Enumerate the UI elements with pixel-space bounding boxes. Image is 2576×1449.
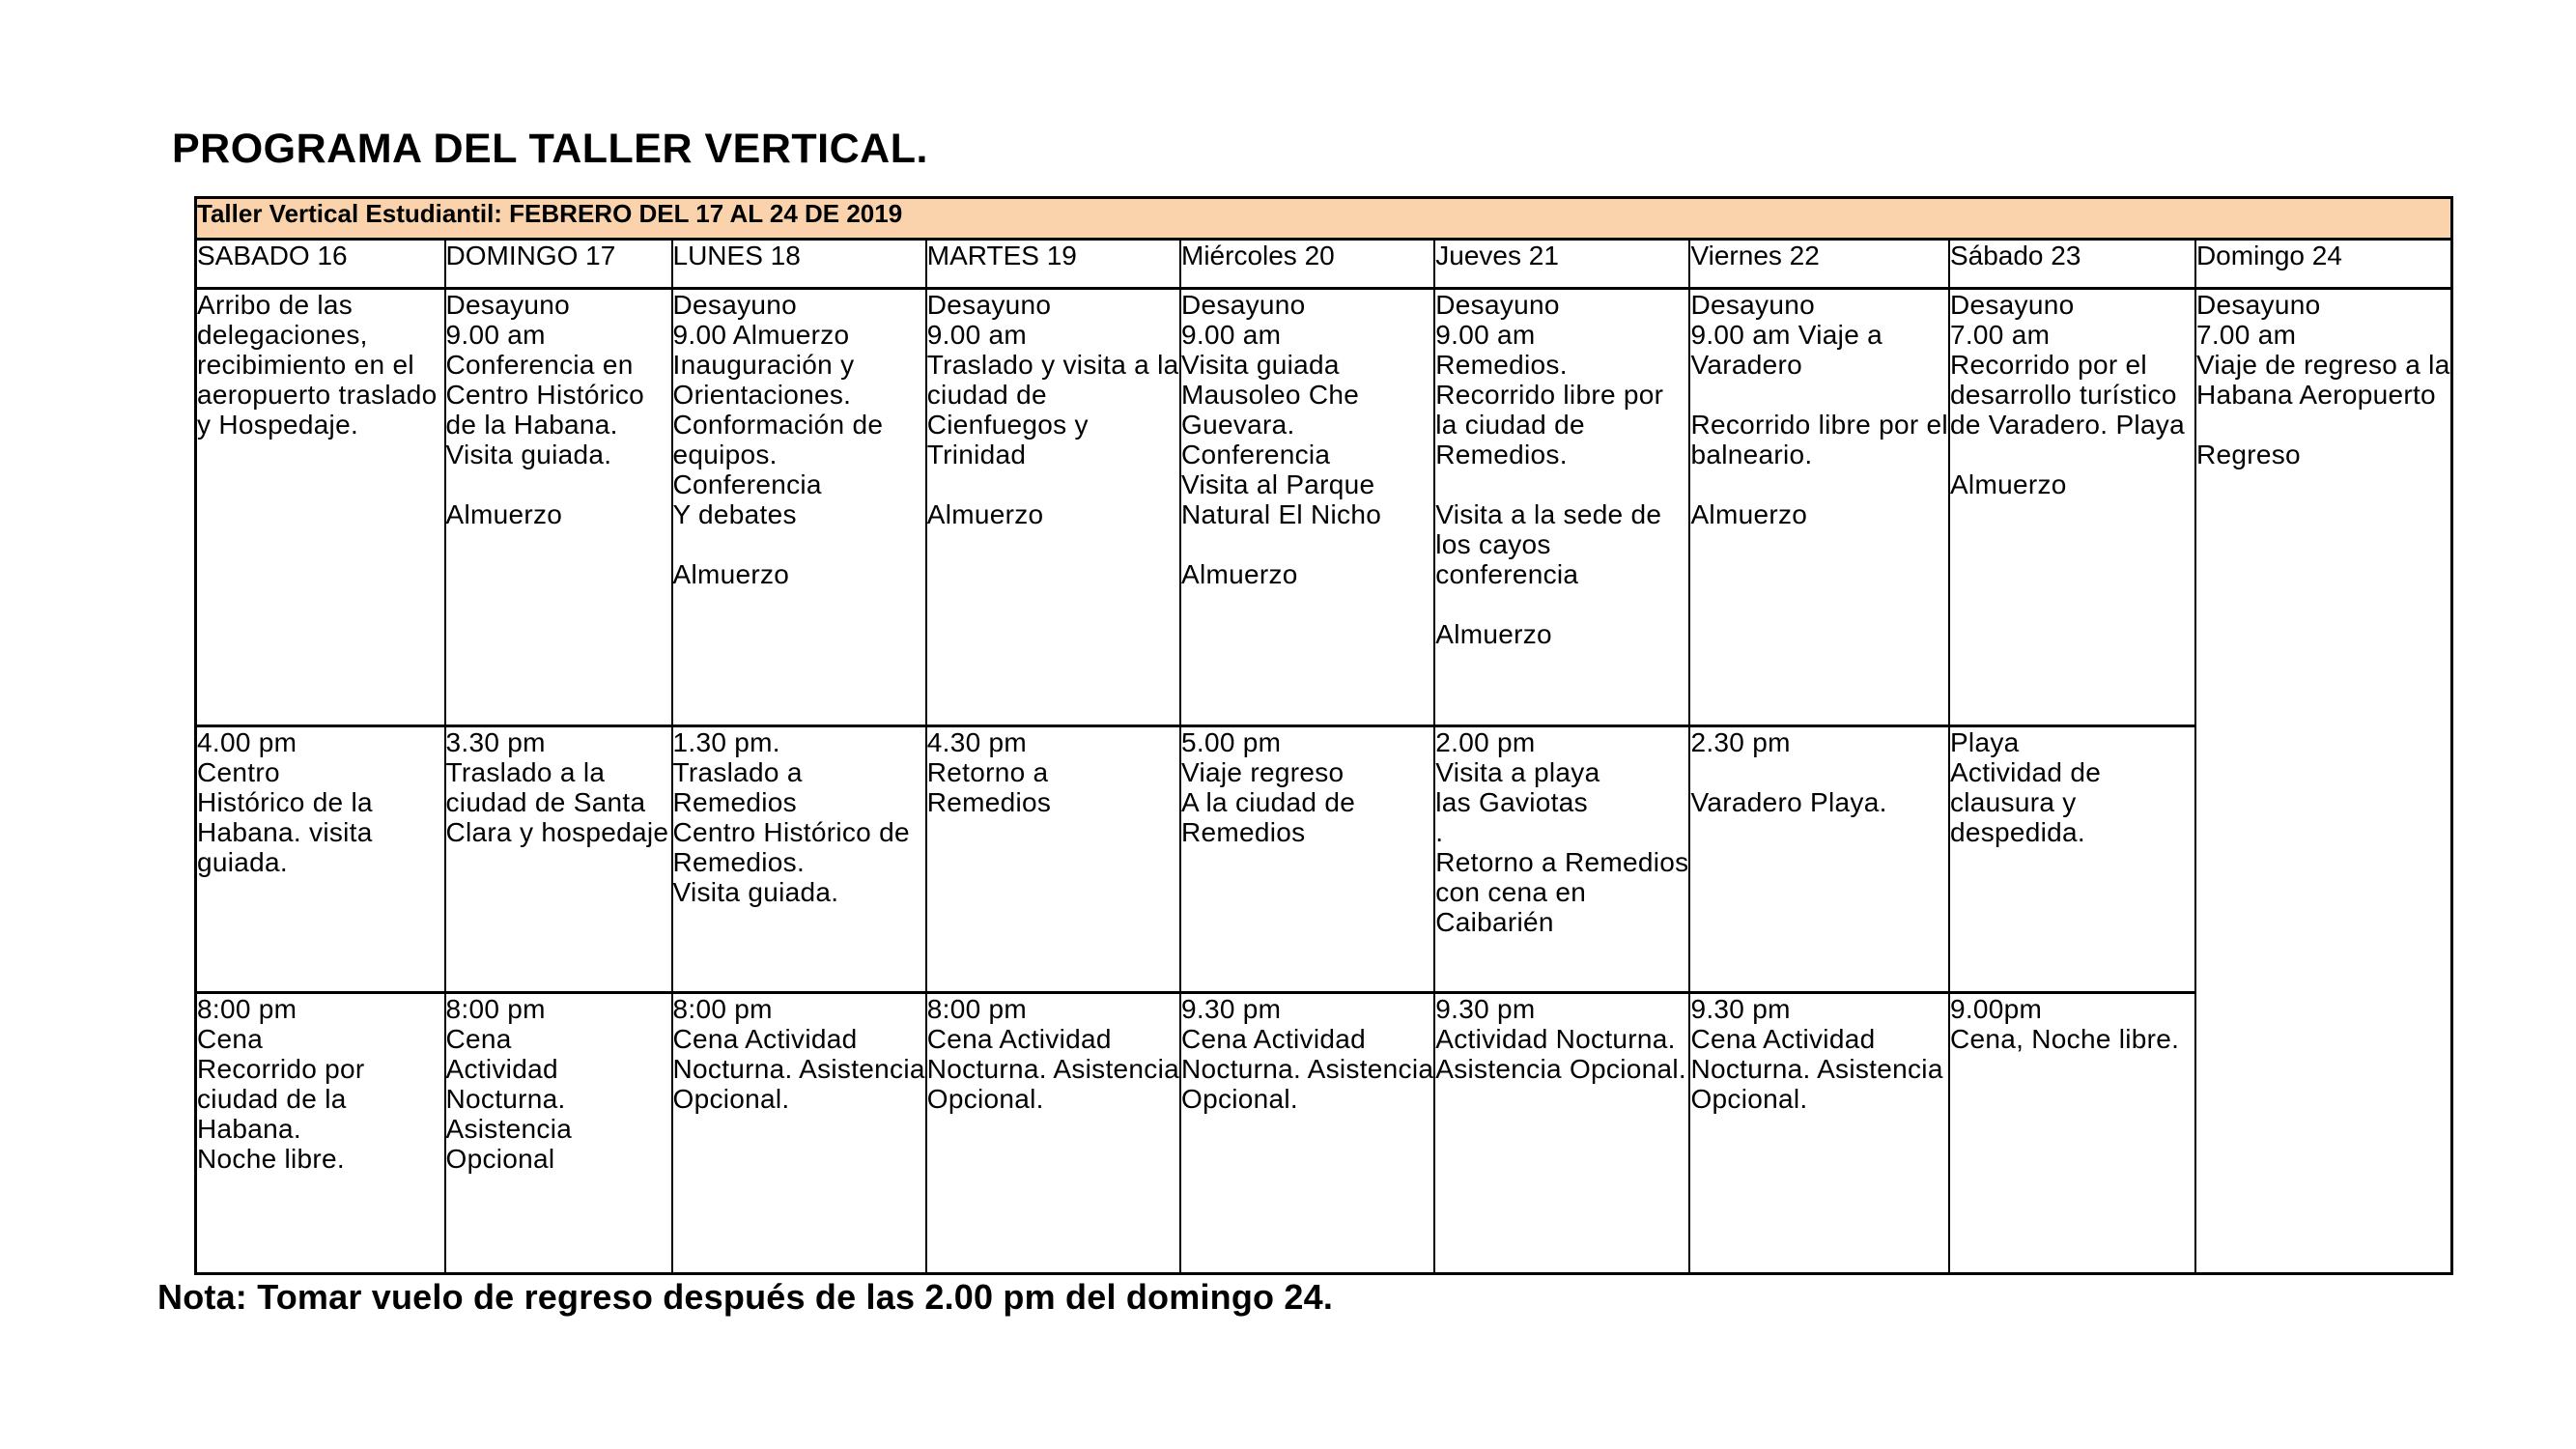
cell-morning-8 bbox=[2195, 289, 2451, 1274]
cell-afternoon-5 bbox=[1434, 726, 1689, 993]
cell-text-line: 8:00 pm bbox=[672, 994, 773, 1024]
cell-text-line: . bbox=[1435, 817, 1444, 847]
cell-text-line: Cena Actividad bbox=[672, 1024, 858, 1054]
cell-evening-2 bbox=[672, 993, 926, 1274]
cell-morning-4 bbox=[1180, 289, 1434, 726]
cell-afternoon-2 bbox=[672, 726, 926, 993]
cell-text-line: la ciudad de bbox=[1435, 410, 1585, 440]
cell-text-line: 2.30 pm bbox=[1690, 727, 1791, 757]
cell-text-line: Actividad bbox=[445, 1054, 558, 1084]
cell-text-line bbox=[446, 469, 671, 499]
cell-text-line: 4.30 pm bbox=[926, 727, 1028, 757]
cell-text-line: Visita al Parque bbox=[1181, 469, 1375, 499]
cell-text-line: Nocturna. Asistencia bbox=[926, 1054, 1179, 1084]
cell-text-line: Cena Actividad bbox=[1181, 1024, 1366, 1054]
cell-text-line: 1.30 pm. bbox=[672, 727, 780, 757]
cell-text-line: 8:00 pm bbox=[197, 994, 297, 1024]
cell-text-line: 9.00pm bbox=[1949, 994, 2043, 1024]
cell-text-line: Remedios. bbox=[1435, 440, 1568, 469]
cell-morning-5 bbox=[1434, 289, 1689, 726]
cell-text-line bbox=[1435, 469, 1688, 499]
cell-text-line: Recorrido libre por el bbox=[1690, 410, 1948, 440]
cell-text-line: conferencia bbox=[1435, 559, 1579, 589]
cell-text-line: Centro bbox=[197, 757, 280, 787]
cell-text-line: Viaje de regreso a la bbox=[2195, 350, 2450, 380]
cell-text-line: Nocturna. Asistencia bbox=[672, 1054, 925, 1084]
cell-text-line: guiada. bbox=[197, 847, 288, 877]
cell-text-line: Cena Actividad bbox=[926, 1024, 1112, 1054]
cell-text-line: 9.00 am bbox=[926, 320, 1028, 350]
cell-text-line: Recorrido libre por bbox=[1435, 380, 1664, 410]
cell-text-line: Clara y hospedaje bbox=[445, 817, 669, 847]
cell-text-line: Visita guiada. bbox=[445, 440, 612, 469]
cell-text-line: Recorrido por bbox=[197, 1054, 365, 1084]
cell-text-line: Opcional. bbox=[1690, 1084, 1808, 1114]
cell-text-line bbox=[1435, 589, 1688, 619]
cell-evening-6 bbox=[1689, 993, 1949, 1274]
schedule-table bbox=[194, 196, 2453, 1275]
cell-text-line: Almuerzo bbox=[1690, 499, 1808, 529]
cell-afternoon-0 bbox=[196, 726, 445, 993]
cell-text-line: Habana. bbox=[197, 1114, 301, 1144]
cell-text-line: Conferencia en bbox=[445, 350, 634, 380]
footer-note: Nota: Tomar vuelo de regreso después de las 2.00 pm del domingo 24. bbox=[157, 1277, 1334, 1317]
cell-text-line: Visita guiada. bbox=[672, 877, 839, 907]
cell-text-line: Almuerzo bbox=[445, 499, 563, 529]
cell-text-line: Actividad de bbox=[1949, 757, 2102, 787]
cell-text-line: de la Habana. bbox=[445, 410, 618, 440]
cell-text-line: Cena bbox=[445, 1024, 512, 1054]
cell-text-line: Natural El Nicho bbox=[1181, 499, 1382, 529]
cell-text-line: Habana Aeropuerto bbox=[2195, 380, 2436, 410]
cell-text-line: delegaciones, bbox=[197, 320, 368, 350]
cell-text-line: Desayuno bbox=[445, 290, 570, 320]
day-header-7: Sábado 23 bbox=[1949, 240, 2195, 289]
cell-text-line: Arribo de las bbox=[197, 290, 354, 320]
cell-text-line: Caibarién bbox=[1435, 907, 1554, 937]
cell-text-line: recibimiento en el bbox=[197, 350, 414, 380]
cell-text-line: Opcional. bbox=[926, 1084, 1044, 1114]
cell-text-line: 9.00 am Viaje a bbox=[1690, 320, 1883, 350]
cell-text-line: 8:00 pm bbox=[926, 994, 1028, 1024]
day-header-4: Miércoles 20 bbox=[1180, 240, 1434, 289]
cell-text-line: Inauguración y bbox=[672, 350, 855, 380]
cell-afternoon-7 bbox=[1949, 726, 2195, 993]
cell-text-line bbox=[1690, 469, 1948, 499]
cell-text-line: Asistencia Opcional. bbox=[1435, 1054, 1686, 1084]
cell-text-line: Varadero Playa. bbox=[1690, 787, 1887, 817]
cell-text-line: Opcional bbox=[445, 1144, 555, 1174]
cell-text-line: 7.00 am bbox=[1949, 320, 2051, 350]
cell-evening-3 bbox=[926, 993, 1180, 1274]
cell-afternoon-4 bbox=[1180, 726, 1434, 993]
cell-morning-7 bbox=[1949, 289, 2195, 726]
cell-text-line: desarrollo turístico bbox=[1949, 380, 2177, 410]
cell-text-line: ciudad de bbox=[926, 380, 1047, 410]
cell-text-line: Recorrido por el bbox=[1949, 350, 2147, 380]
cell-text-line: Almuerzo bbox=[1435, 619, 1552, 649]
cell-text-line: 8:00 pm bbox=[445, 994, 546, 1024]
cell-text-line: 9.30 pm bbox=[1435, 994, 1536, 1024]
cell-text-line: y Hospedaje. bbox=[197, 410, 359, 440]
cell-text-line: Remedios bbox=[672, 787, 797, 817]
cell-evening-7 bbox=[1949, 993, 2195, 1274]
cell-text-line: Remedios. bbox=[672, 847, 806, 877]
day-header-1: DOMINGO 17 bbox=[445, 240, 672, 289]
cell-text-line: 9.00 am bbox=[1435, 320, 1536, 350]
cell-text-line: Playa bbox=[1949, 727, 2020, 757]
cell-text-line: Cena, Noche libre. bbox=[1949, 1024, 2180, 1054]
cell-text-line: Varadero bbox=[1690, 350, 1802, 380]
cell-text-line: Conferencia bbox=[672, 469, 822, 499]
cell-text-line: 7.00 am bbox=[2195, 320, 2297, 350]
cell-text-line: Orientaciones. bbox=[672, 380, 852, 410]
cell-morning-3 bbox=[926, 289, 1180, 726]
cell-text-line bbox=[673, 529, 925, 559]
cell-text-line bbox=[2196, 410, 2450, 440]
cell-evening-1 bbox=[445, 993, 672, 1274]
cell-text-line: aeropuerto traslado bbox=[197, 380, 438, 410]
cell-text-line: 9.00 Almuerzo bbox=[672, 320, 850, 350]
cell-text-line: Desayuno bbox=[672, 290, 797, 320]
cell-text-line: Desayuno bbox=[2195, 290, 2321, 320]
cell-text-line: Guevara. bbox=[1181, 410, 1295, 440]
cell-text-line: 9.30 pm bbox=[1181, 994, 1282, 1024]
cell-text-line: 2.00 pm bbox=[1435, 727, 1536, 757]
day-header-0: SABADO 16 bbox=[196, 240, 445, 289]
cell-text-line bbox=[1950, 440, 2194, 469]
cell-text-line: Retorno a Remedios bbox=[1435, 847, 1689, 877]
cell-evening-5 bbox=[1434, 993, 1689, 1274]
cell-text-line: 4.00 pm bbox=[197, 727, 297, 757]
cell-morning-1 bbox=[445, 289, 672, 726]
cell-text-line: 9.00 am bbox=[1181, 320, 1282, 350]
cell-text-line: las Gaviotas bbox=[1435, 787, 1588, 817]
cell-text-line: Conferencia bbox=[1181, 440, 1331, 469]
cell-text-line: Remedios bbox=[926, 787, 1052, 817]
cell-text-line: Traslado a la bbox=[445, 757, 606, 787]
cell-text-line: Desayuno bbox=[1181, 290, 1306, 320]
cell-text-line: Histórico de la bbox=[197, 787, 373, 817]
cell-text-line: Actividad Nocturna. bbox=[1435, 1024, 1676, 1054]
cell-text-line: Regreso bbox=[2195, 440, 2301, 469]
cell-text-line: Almuerzo bbox=[672, 559, 790, 589]
cell-text-line: ciudad de Santa bbox=[445, 787, 646, 817]
cell-text-line: equipos. bbox=[672, 440, 778, 469]
day-header-row bbox=[196, 240, 2452, 289]
cell-text-line: Habana. visita bbox=[197, 817, 373, 847]
cell-text-line bbox=[1690, 380, 1948, 410]
day-header-2: LUNES 18 bbox=[672, 240, 926, 289]
cell-text-line: Visita a la sede de bbox=[1435, 499, 1662, 529]
schedule-table-body bbox=[196, 198, 2452, 1274]
cell-text-line: 9.30 pm bbox=[1690, 994, 1791, 1024]
cell-morning-0 bbox=[196, 289, 445, 726]
cell-afternoon-1 bbox=[445, 726, 672, 993]
cell-text-line: Traslado a bbox=[672, 757, 803, 787]
cell-text-line: Retorno a bbox=[926, 757, 1049, 787]
cell-text-line: 3.30 pm bbox=[445, 727, 546, 757]
cell-text-line: Nocturna. bbox=[445, 1084, 566, 1114]
day-header-3: MARTES 19 bbox=[926, 240, 1180, 289]
cell-text-line: de Varadero. Playa bbox=[1949, 410, 2185, 440]
cell-text-line: Centro Histórico de bbox=[672, 817, 910, 847]
banner-cell: Taller Vertical Estudiantil: FEBRERO DEL 17 AL 24 DE 2019 bbox=[196, 198, 2452, 240]
cell-text-line: Noche libre. bbox=[197, 1144, 346, 1174]
cell-text-line: Remedios. bbox=[1435, 350, 1568, 380]
cell-text-line: Desayuno bbox=[1949, 290, 2075, 320]
cell-text-line bbox=[1181, 529, 1433, 559]
cell-text-line: Cena Actividad bbox=[1690, 1024, 1876, 1054]
cell-evening-4 bbox=[1180, 993, 1434, 1274]
morning-row bbox=[196, 289, 2452, 726]
cell-text-line: Centro Histórico bbox=[445, 380, 645, 410]
cell-text-line: Desayuno bbox=[1690, 290, 1815, 320]
cell-morning-6 bbox=[1689, 289, 1949, 726]
day-header-5: Jueves 21 bbox=[1434, 240, 1689, 289]
cell-text-line: balneario. bbox=[1690, 440, 1813, 469]
day-header-8: Domingo 24 bbox=[2195, 240, 2451, 289]
cell-text-line bbox=[927, 469, 1179, 499]
cell-text-line: Almuerzo bbox=[926, 499, 1044, 529]
cell-text-line: Y debates bbox=[672, 499, 797, 529]
evening-row bbox=[196, 993, 2452, 1274]
cell-text-line: clausura y bbox=[1949, 787, 2077, 817]
page-title: PROGRAMA DEL TALLER VERTICAL. bbox=[172, 126, 928, 172]
cell-text-line: Viaje regreso bbox=[1181, 757, 1345, 787]
cell-text-line: Almuerzo bbox=[1181, 559, 1298, 589]
cell-text-line: Remedios bbox=[1181, 817, 1306, 847]
cell-text-line bbox=[1690, 757, 1948, 787]
cell-afternoon-6 bbox=[1689, 726, 1949, 993]
cell-text-line: Asistencia bbox=[445, 1114, 573, 1144]
cell-text-line: Conformación de bbox=[672, 410, 884, 440]
cell-text-line: 9.00 am bbox=[445, 320, 546, 350]
cell-text-line: Nocturna. Asistencia bbox=[1690, 1054, 1943, 1084]
cell-text-line: Mausoleo Che bbox=[1181, 380, 1360, 410]
cell-text-line: Opcional. bbox=[1181, 1084, 1298, 1114]
cell-morning-2 bbox=[672, 289, 926, 726]
cell-text-line: despedida. bbox=[1949, 817, 2085, 847]
cell-text-line: Opcional. bbox=[672, 1084, 790, 1114]
cell-text-line: Trinidad bbox=[926, 440, 1027, 469]
cell-text-line: Desayuno bbox=[1435, 290, 1560, 320]
cell-text-line: Visita a playa bbox=[1435, 757, 1600, 787]
afternoon-row bbox=[196, 726, 2452, 993]
cell-text-line: A la ciudad de bbox=[1181, 787, 1356, 817]
banner-row bbox=[196, 198, 2452, 240]
cell-text-line: ciudad de la bbox=[197, 1084, 347, 1114]
cell-text-line: Almuerzo bbox=[1949, 469, 2067, 499]
cell-text-line: Traslado y visita a la bbox=[926, 350, 1179, 380]
cell-afternoon-3 bbox=[926, 726, 1180, 993]
cell-text-line: con cena en bbox=[1435, 877, 1587, 907]
cell-text-line: Desayuno bbox=[926, 290, 1052, 320]
cell-evening-0 bbox=[196, 993, 445, 1274]
cell-text-line: 5.00 pm bbox=[1181, 727, 1282, 757]
day-header-6: Viernes 22 bbox=[1689, 240, 1949, 289]
cell-text-line: Visita guiada bbox=[1181, 350, 1340, 380]
cell-text-line: Cena bbox=[197, 1024, 264, 1054]
cell-text-line: los cayos bbox=[1435, 529, 1551, 559]
cell-text-line: Cienfuegos y bbox=[926, 410, 1089, 440]
cell-text-line: Nocturna. Asistencia bbox=[1181, 1054, 1434, 1084]
